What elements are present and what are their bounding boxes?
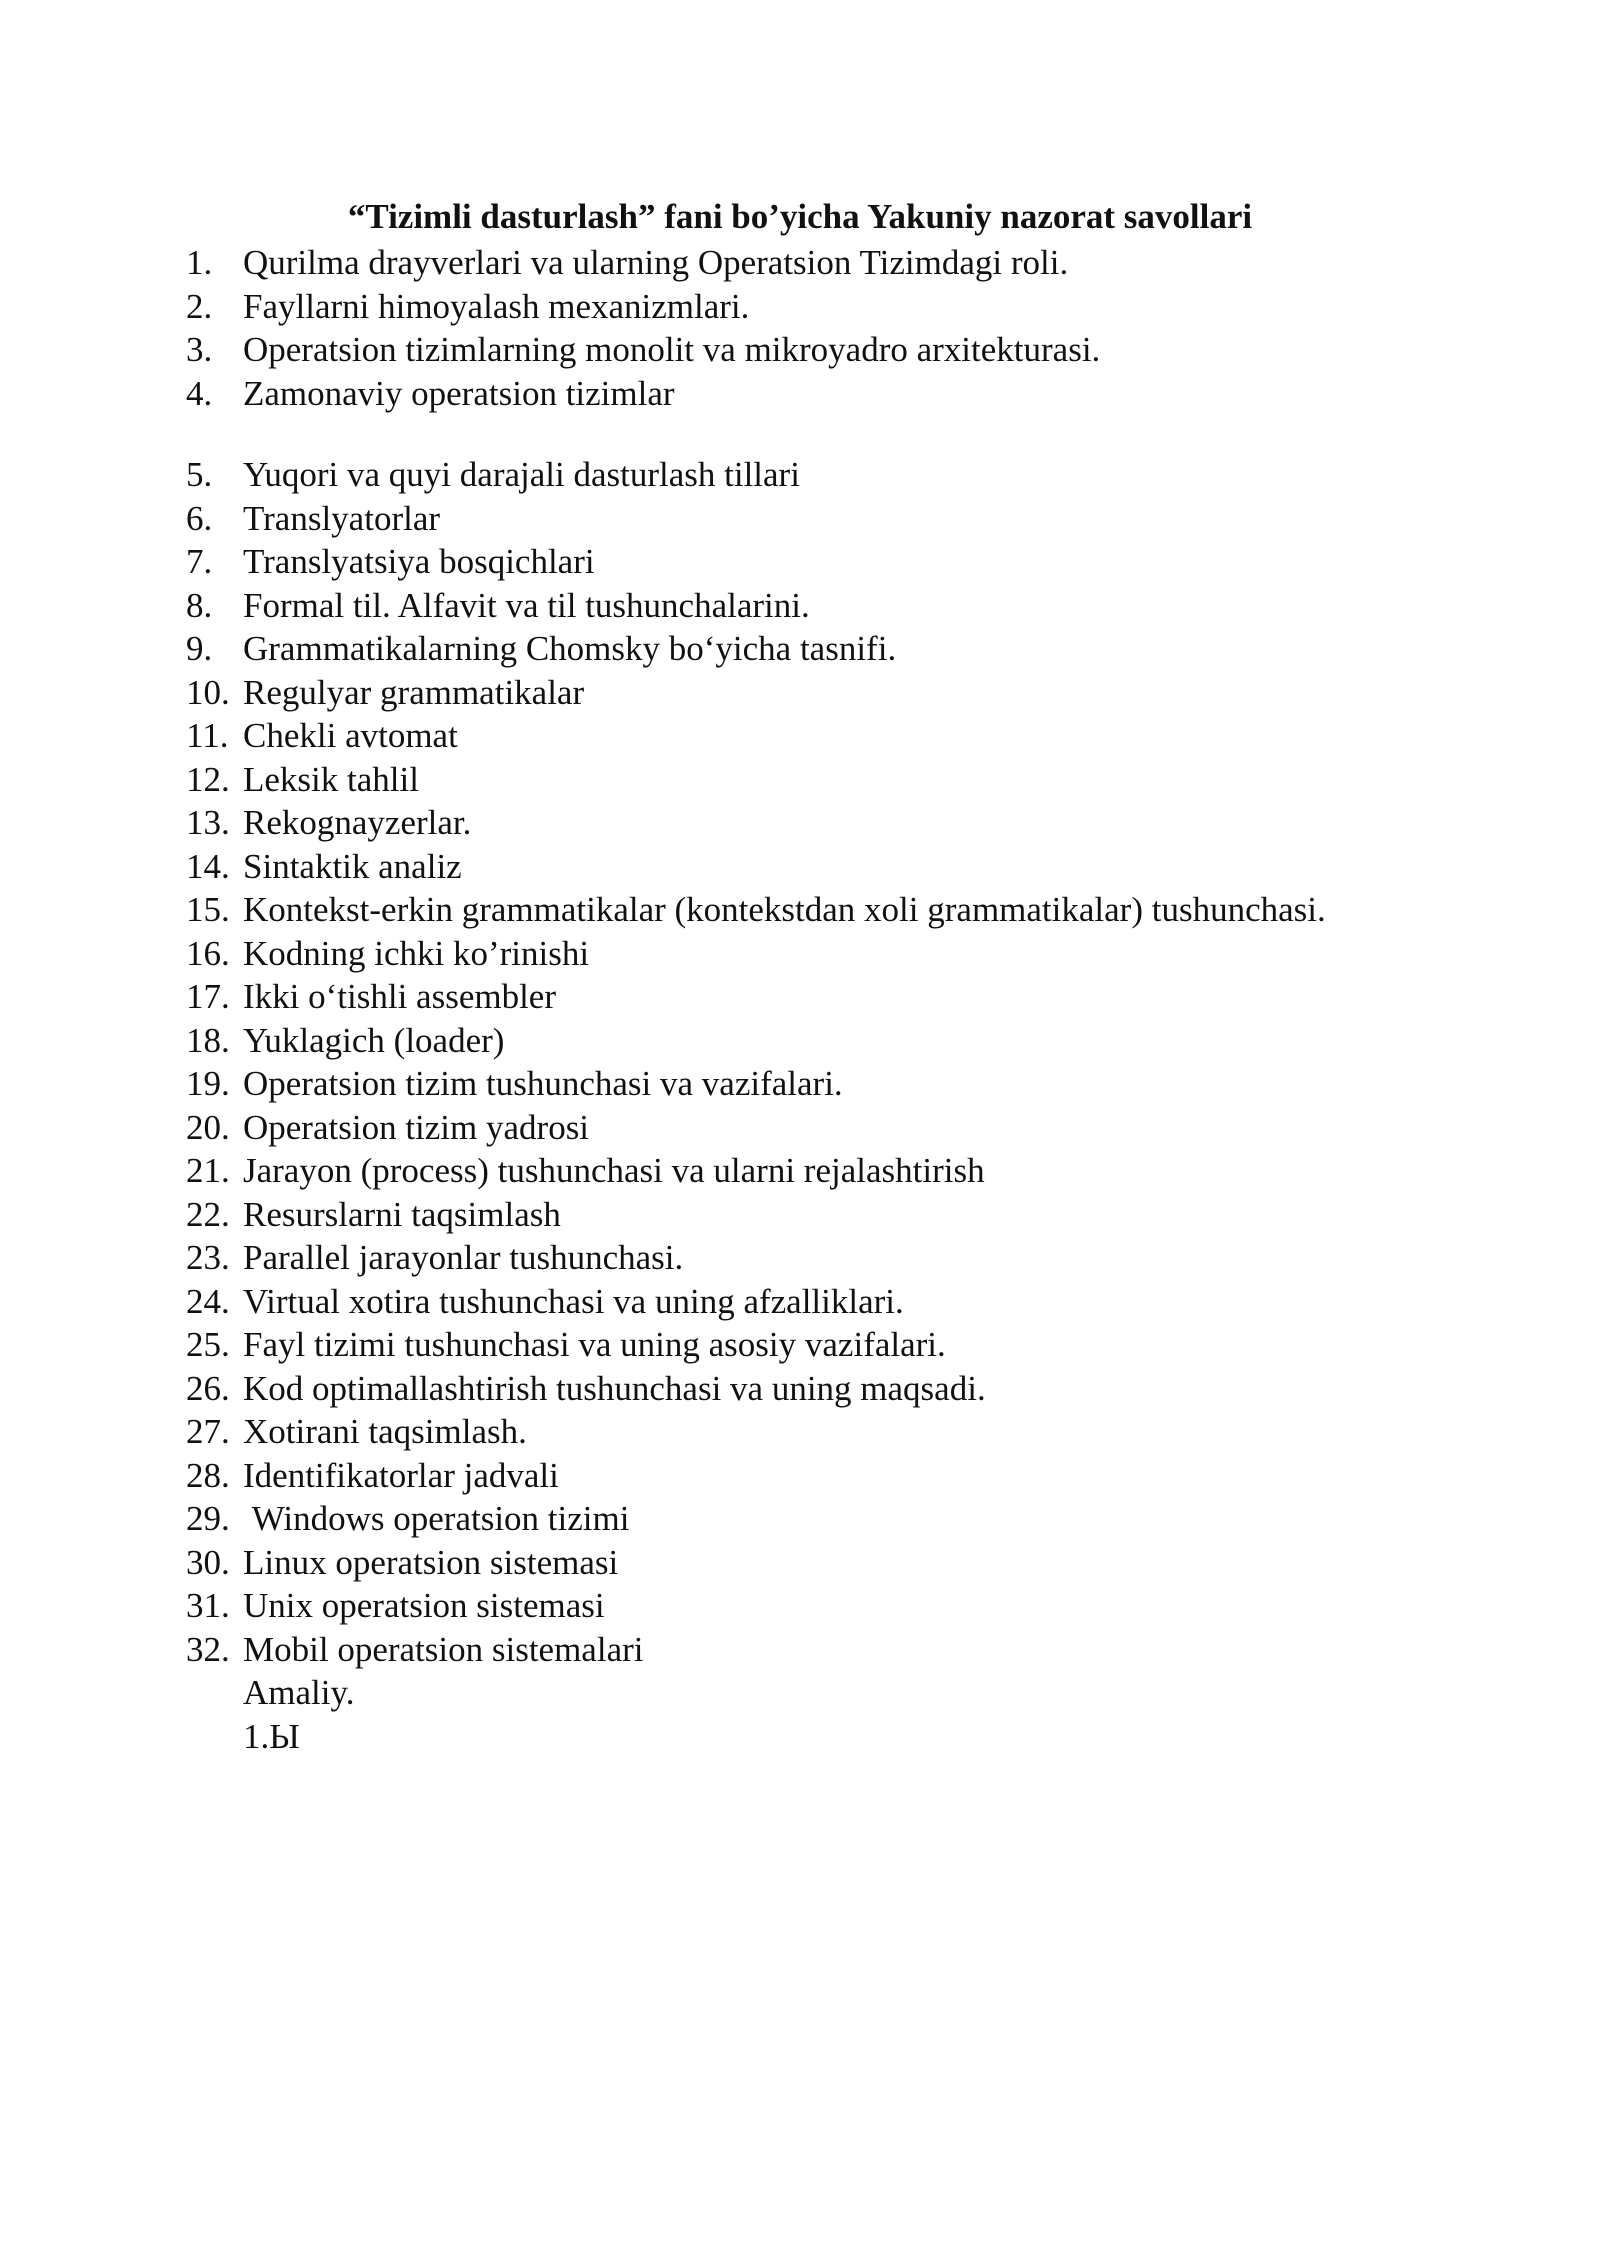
list-item-text: Unix operatsion sistemasi: [243, 1586, 605, 1625]
list-item-text: Zamonaviy operatsion tizimlar: [243, 373, 675, 413]
list-item-text: Regulyar grammatikalar: [243, 672, 585, 712]
list-item-text: Jarayon (process) tushunchasi va ularni rejalashtirish: [243, 1151, 985, 1190]
list-item: [186, 1497, 1416, 1541]
list-item-number: 25.: [186, 1325, 230, 1364]
list-item-number: 7.: [186, 542, 213, 581]
list-item: [186, 758, 1416, 802]
list-item: [186, 1454, 1416, 1498]
extra-line: Amaliy.: [243, 1673, 355, 1712]
list-gap: [186, 415, 1416, 453]
list-item: [186, 671, 1416, 715]
list-item: [186, 1584, 1416, 1628]
list-item: [186, 497, 1416, 541]
list-item-text: Xotirani taqsimlash.: [243, 1412, 527, 1451]
list-item-number: 3.: [186, 330, 213, 369]
list-item-number: 6.: [186, 498, 213, 538]
questions-group-1: [186, 241, 1416, 415]
list-item: [186, 845, 1416, 889]
list-item-text: Formal til. Alfavit va til tushunchalarini.: [243, 585, 810, 625]
questions-list: [186, 241, 1416, 1758]
list-item-text: Linux operatsion sistemasi: [243, 1542, 619, 1582]
list-item: [186, 1280, 1416, 1324]
list-item-number: 14.: [186, 846, 230, 886]
list-item-text: Parallel jarayonlar tushunchasi.: [243, 1238, 684, 1277]
list-item-text: Virtual xotira tushunchasi va uning afzalliklari.: [243, 1281, 904, 1321]
list-item-text: Fayllarni himoyalash mexanizmlari.: [243, 286, 750, 326]
list-item-number: 28.: [186, 1455, 230, 1495]
list-item-text: Identifikatorlar jadvali: [243, 1455, 559, 1495]
list-item-number: 19.: [186, 1064, 230, 1103]
list-item-number: 27.: [186, 1412, 230, 1451]
list-item: [186, 1236, 1416, 1280]
list-item: [186, 1149, 1416, 1193]
list-item-text: Ikki o‘tishli assembler: [243, 977, 557, 1016]
list-item: [186, 1106, 1416, 1150]
list-item-text: Sintaktik analiz: [243, 846, 462, 886]
list-item-number: 22.: [186, 1194, 230, 1234]
list-item-text: Windows operatsion tizimi: [243, 1499, 630, 1538]
list-item-number: 17.: [186, 977, 230, 1016]
list-item: [186, 714, 1416, 758]
list-item-text: Kontekst-erkin grammatikalar (kontekstdan xoli grammatikalar) tushunchasi.: [243, 890, 1326, 929]
list-item-number: 11.: [186, 716, 229, 755]
list-item-number: 30.: [186, 1542, 230, 1582]
list-item: [186, 1410, 1416, 1454]
list-item-text: Kodning ichki ko’rinishi: [243, 933, 590, 973]
list-item-number: 26.: [186, 1368, 230, 1408]
document-title: [0, 193, 1600, 241]
list-item: [186, 932, 1416, 976]
list-item-number: 12.: [186, 759, 230, 799]
list-item-text: Operatsion tizim tushunchasi va vazifalari.: [243, 1064, 843, 1103]
list-item-text: Kod optimallashtirish tushunchasi va uning maqsadi.: [243, 1368, 986, 1408]
list-item-number: 1.: [186, 243, 213, 282]
list-item-number: 18.: [186, 1020, 230, 1060]
list-item-text: Yuqori va quyi darajali dasturlash tillari: [243, 455, 800, 494]
list-item-text: Mobil operatsion sistemalari: [243, 1629, 644, 1669]
list-item: [186, 1062, 1416, 1106]
extra-line: 1.Ы: [243, 1716, 300, 1756]
list-item-number: 29.: [186, 1499, 230, 1538]
list-item: [186, 1367, 1416, 1411]
list-item-text: Leksik tahlil: [243, 759, 419, 799]
list-item: [186, 888, 1416, 932]
list-item-number: 2.: [186, 286, 213, 326]
list-item-number: 32.: [186, 1629, 230, 1669]
list-item-number: 9.: [186, 629, 213, 668]
list-item: [186, 1193, 1416, 1237]
list-item-number: 10.: [186, 672, 230, 712]
list-item-text: Resurslarni taqsimlash: [243, 1194, 561, 1234]
list-item-text: Rekognayzerlar.: [243, 803, 472, 842]
list-item: [186, 285, 1416, 329]
list-item: [186, 1323, 1416, 1367]
list-item-number: 5.: [186, 455, 213, 494]
list-item-number: 16.: [186, 933, 230, 973]
list-item: [186, 453, 1416, 497]
list-item-number: 15.: [186, 890, 230, 929]
list-item: [186, 540, 1416, 584]
list-item-number: 23.: [186, 1238, 230, 1277]
list-item-text: Fayl tizimi tushunchasi va uning asosiy vazifalari.: [243, 1325, 946, 1364]
list-item: [186, 801, 1416, 845]
list-item: [186, 1628, 1416, 1672]
list-item: [186, 1019, 1416, 1063]
list-item-number: 24.: [186, 1281, 230, 1321]
list-item-text: Qurilma drayverlari va ularning Operatsion Tizimdagi roli.: [243, 243, 1069, 282]
list-item-text: Chekli avtomat: [243, 716, 458, 755]
list-item-number: 8.: [186, 585, 213, 625]
list-item-text: Operatsion tizim yadrosi: [243, 1107, 590, 1147]
extra-lines: [186, 1671, 1416, 1758]
list-item: [186, 975, 1416, 1019]
list-item-number: 31.: [186, 1586, 230, 1625]
list-item: [186, 1541, 1416, 1585]
list-item-number: 21.: [186, 1151, 230, 1190]
list-item-number: 20.: [186, 1107, 230, 1147]
document-title-text: “Tizimli dasturlash” fani bo’yicha Yakuniy nazorat savollari: [347, 197, 1253, 236]
list-item-number: 13.: [186, 803, 230, 842]
list-item-text: Yuklagich (loader): [243, 1020, 505, 1060]
list-item-text: Translyatsiya bosqichlari: [243, 542, 595, 581]
list-item: [186, 627, 1416, 671]
list-item-text: Translyatorlar: [243, 498, 441, 538]
list-item: [186, 328, 1416, 372]
list-item: [186, 584, 1416, 628]
list-item-text: Grammatikalarning Chomsky bo‘yicha tasnifi.: [243, 629, 897, 668]
list-item: [186, 372, 1416, 416]
list-item-text: Operatsion tizimlarning monolit va mikroyadro arxitekturasi.: [243, 330, 1101, 369]
list-item: [186, 241, 1416, 285]
list-item-number: 4.: [186, 373, 213, 413]
questions-group-2: [186, 453, 1416, 1671]
